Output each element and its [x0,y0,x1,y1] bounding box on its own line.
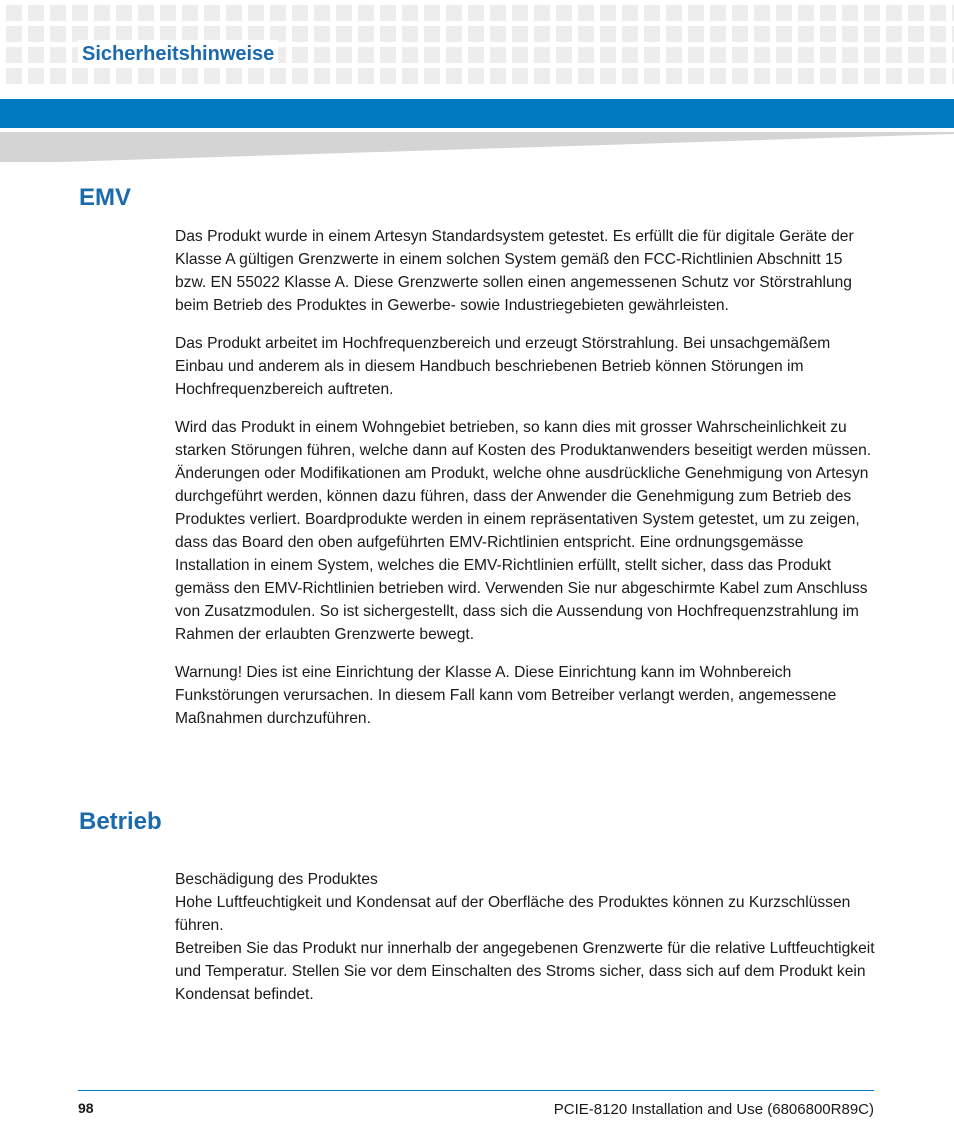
tile [512,26,528,42]
tile [446,47,462,63]
tile [424,47,440,63]
tile [600,5,616,21]
tile [72,5,88,21]
tile [226,5,242,21]
tile [798,47,814,63]
tile [644,5,660,21]
tile [886,68,902,84]
tile [512,68,528,84]
tile [226,68,242,84]
betrieb-notice [175,868,875,1006]
tile [270,5,286,21]
tile [688,68,704,84]
tile [72,68,88,84]
tile [270,68,286,84]
tile [490,5,506,21]
tile [930,47,946,63]
tile [424,26,440,42]
tile [556,5,572,21]
tile [116,68,132,84]
tile [600,47,616,63]
tile [94,5,110,21]
tile [160,68,176,84]
tile [864,5,880,21]
tile [886,26,902,42]
tile [886,5,902,21]
tile [754,26,770,42]
tile [358,5,374,21]
tile [402,5,418,21]
tile [842,47,858,63]
tile [6,47,22,63]
tile [424,68,440,84]
tile [116,5,132,21]
tile [468,5,484,21]
tile [204,68,220,84]
tile [6,68,22,84]
tile [50,68,66,84]
tile [358,68,374,84]
tile [534,26,550,42]
section-heading-betrieb: Betrieb [79,808,162,835]
tile [710,26,726,42]
tile [666,68,682,84]
tile [446,68,462,84]
tile [314,68,330,84]
emv-paragraph-4: Warnung! Dies ist eine Einrichtung der Klasse A. Diese Einrichtung kann im Wohnbereich Funkstörungen verursachen. In diesem Fall kann vom Betreiber verlangt werden, angemessene Maßnahmen durchzuführen. [175,664,837,727]
tile [842,26,858,42]
tile [776,26,792,42]
tile [28,47,44,63]
tile [578,47,594,63]
tile [490,26,506,42]
tile [556,26,572,42]
tile [622,26,638,42]
tile [292,47,308,63]
tile [688,5,704,21]
tile [666,47,682,63]
tile [336,68,352,84]
tile [798,5,814,21]
emv-paragraph-3: Wird das Produkt in einem Wohngebiet betrieben, so kann dies mit grosser Wahrscheinlichkeit zu starken Störungen führen, welche dann auf Kosten des Produktanwenders beseitigt werden müssen. Änderungen oder Modifikationen am Produkt, welche ohne ausdrückliche Genehmigung von Artesyn durchgeführt werden, können dazu führen, dass der Anwender die Genehmigung zum Betrieb des Produktes verliert. Boardprodukte werden in einem repräsentativen System getestet, um zu zeigen, dass das Board den oben aufgeführten EMV-Richtlinien entspricht. Eine ordnungsgemässe Installation in einem System, welches die EMV-Richtlinien erfüllt, stellt sicher, dass das Produkt gemäss den EMV-Richtlinien betrieben wird. Verwenden Sie nur abgeschirmte Kabel zum Anschluss von Zusatzmodulen. So ist sichergestellt, dass sich die Aussendung von Hochfrequenzstrahlung im Rahmen der erlaubten Grenzwerte bewegt. [175,419,872,643]
tile [864,26,880,42]
tile [732,47,748,63]
tile [446,26,462,42]
tile [380,26,396,42]
emv-section-body [175,225,875,745]
tile [138,5,154,21]
tile [468,47,484,63]
tile [820,5,836,21]
tile [600,26,616,42]
tile [380,47,396,63]
tile [644,68,660,84]
tile [578,5,594,21]
tile [864,47,880,63]
document-title: PCIE-8120 Installation and Use (6806800R89C) [553,1101,874,1118]
tile [622,5,638,21]
tile-row [6,5,954,21]
tile [776,68,792,84]
tile [358,26,374,42]
tile [820,68,836,84]
tile [512,5,528,21]
tile [688,47,704,63]
tile [886,47,902,63]
footer-rule [78,1090,874,1091]
section-heading-emv: EMV [79,184,132,211]
tile [446,5,462,21]
tile [292,26,308,42]
tile [358,47,374,63]
tile [556,68,572,84]
tile [776,47,792,63]
tile [644,26,660,42]
tile [248,68,264,84]
tile [908,68,924,84]
tile [578,26,594,42]
tile [402,68,418,84]
tile [732,68,748,84]
tile [908,5,924,21]
tile [336,5,352,21]
tile [842,5,858,21]
tile [314,5,330,21]
tile [534,5,550,21]
tile [622,47,638,63]
emv-paragraph-1: Das Produkt wurde in einem Artesyn Standardsystem getestet. Es erfüllt die für digitale Geräte der Klasse A gültigen Grenzwerte in einem solchen System gemäß den FCC-Richtlinien Abschnitt 15 bzw. EN 55022 Klasse A. Diese Grenzwerte sollen einen angemessenen Schutz vor Störstrahlung beim Betrieb des Produktes in Gewerbe- sowie Industriegebieten gewährleisten. [175,228,854,314]
tile [50,26,66,42]
tile [732,26,748,42]
header-blue-bar [0,99,954,128]
tile [468,26,484,42]
tile [380,5,396,21]
tile [622,68,638,84]
tile [336,26,352,42]
notice-action: Betreiben Sie das Produkt nur innerhalb der angegebenen Grenzwerte für die relative Luftfeuchtigkeit und Temperatur. Stellen Sie vor dem Einschalten des Stroms sicher, dass sich auf dem Produkt kein Kondensat befindet. [175,940,875,1003]
tile [908,47,924,63]
tile [160,5,176,21]
tile [644,47,660,63]
tile [556,47,572,63]
tile [842,68,858,84]
tile [94,68,110,84]
tile [798,26,814,42]
tile [292,68,308,84]
tile [138,68,154,84]
tile [50,5,66,21]
tile [380,68,396,84]
tile [314,47,330,63]
page-number: 98 [78,1100,94,1116]
tile [534,68,550,84]
tile [182,5,198,21]
tile [820,47,836,63]
tile [600,68,616,84]
tile [798,68,814,84]
tile [50,47,66,63]
tile [490,68,506,84]
tile [754,68,770,84]
tile-row [6,68,954,84]
tile [908,26,924,42]
tile [292,5,308,21]
tile [578,68,594,84]
tile [710,47,726,63]
tile [534,47,550,63]
running-section-title: Sicherheitshinweise [78,40,278,68]
tile [666,5,682,21]
tile [666,26,682,42]
tile [182,68,198,84]
tile [204,5,220,21]
tile [6,5,22,21]
tile [314,26,330,42]
tile [248,5,264,21]
header-grey-wedge [0,132,954,162]
tile [732,5,748,21]
tile [512,47,528,63]
tile [6,26,22,42]
notice-title: Beschädigung des Produktes [175,871,378,888]
tile [930,68,946,84]
tile [776,5,792,21]
tile [754,47,770,63]
tile [930,5,946,21]
tile [402,47,418,63]
tile [490,47,506,63]
tile [402,26,418,42]
tile [754,5,770,21]
tile [710,5,726,21]
tile [28,5,44,21]
tile [28,26,44,42]
tile [688,26,704,42]
tile [710,68,726,84]
tile [864,68,880,84]
grey-wedge-shape [0,132,954,162]
tile [468,68,484,84]
tile [424,5,440,21]
tile [820,26,836,42]
tile [28,68,44,84]
tile [336,47,352,63]
emv-paragraph-2: Das Produkt arbeitet im Hochfrequenzbereich und erzeugt Störstrahlung. Bei unsachgemäßem Einbau und anderem als in diesem Handbuch beschriebenen Betrieb können Störungen im Hochfrequenzbereich auftreten. [175,335,831,398]
notice-cause: Hohe Luftfeuchtigkeit und Kondensat auf der Oberfläche des Produktes können zu Kurzschlüssen führen. [175,894,851,934]
tile [930,26,946,42]
